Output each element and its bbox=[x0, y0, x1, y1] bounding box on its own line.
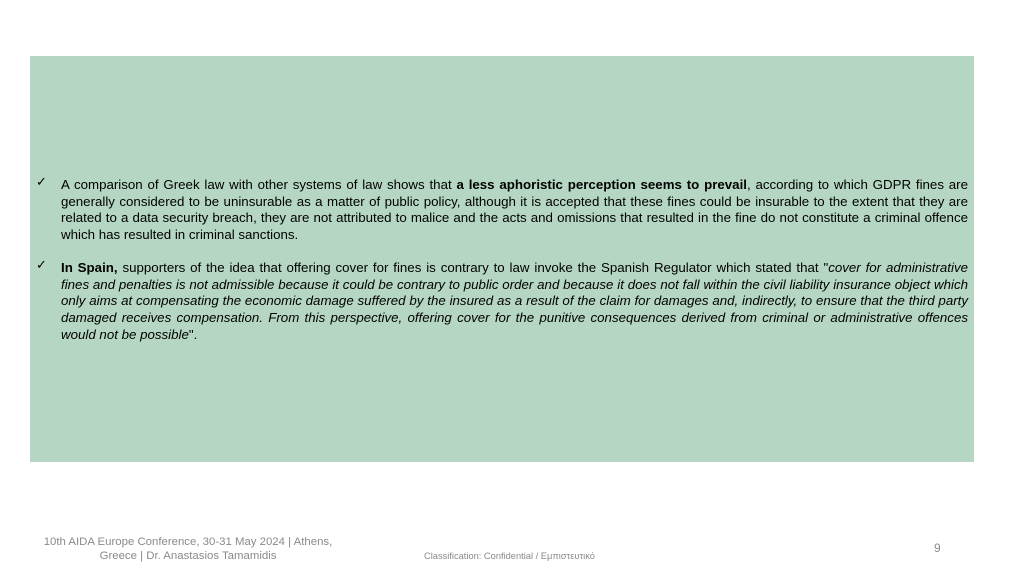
checkmark-icon: ✓ bbox=[36, 256, 47, 272]
bullet-text bbox=[61, 177, 968, 242]
footer-line: 10th AIDA Europe Conference, 30-31 May 2024 | Athens, bbox=[43, 536, 333, 548]
quote-segment: cover for administrative fines and penalties is not admissible because it could be contrary to public order and because it does not fall within the civil liability insurance object which only aims at compensating the economic damage suffered by the insured as a result of the claim for damages and, indirectly, to ensure that the third party damaged receives compensation. From this perspective, offering cover for the punitive consequences derived from criminal or administrative offences would not be possible bbox=[61, 259, 968, 342]
checkmark-icon: ✓ bbox=[36, 174, 47, 189]
emphasis-segment: In Spain, bbox=[61, 259, 118, 275]
bullet-greek-law bbox=[36, 174, 968, 244]
text-segment: ". bbox=[188, 326, 198, 342]
classification-label: Classification: Confidential / Εμπιστευτικό bbox=[424, 551, 595, 561]
bullet-spain bbox=[36, 256, 968, 344]
text-segment: supporters of the idea that offering cover for fines is contrary to law invoke the Spanish Regulator which stated that " bbox=[117, 259, 829, 275]
bullet-list bbox=[36, 174, 968, 359]
page-number: 9 bbox=[934, 541, 941, 555]
text-segment: , according to which GDPR fines are generally considered to be uninsurable as a matter of public policy, although it is accepted that these fines could be insurable to the extent that they are related to a data security breach, they are not attributed to malice and the acts and omissions that resulted in the fine do not constitute a criminal offence which has resulted in criminal sanctions. bbox=[61, 177, 968, 243]
emphasis-segment: a less aphoristic perception seems to prevail bbox=[456, 177, 747, 192]
bullet-text bbox=[61, 260, 968, 342]
footer-line: Greece | Dr. Anastasios Tamamidis bbox=[99, 550, 277, 562]
text-segment: A comparison of Greek law with other systems of law shows that bbox=[61, 177, 457, 192]
footer-conference-info bbox=[30, 535, 346, 563]
